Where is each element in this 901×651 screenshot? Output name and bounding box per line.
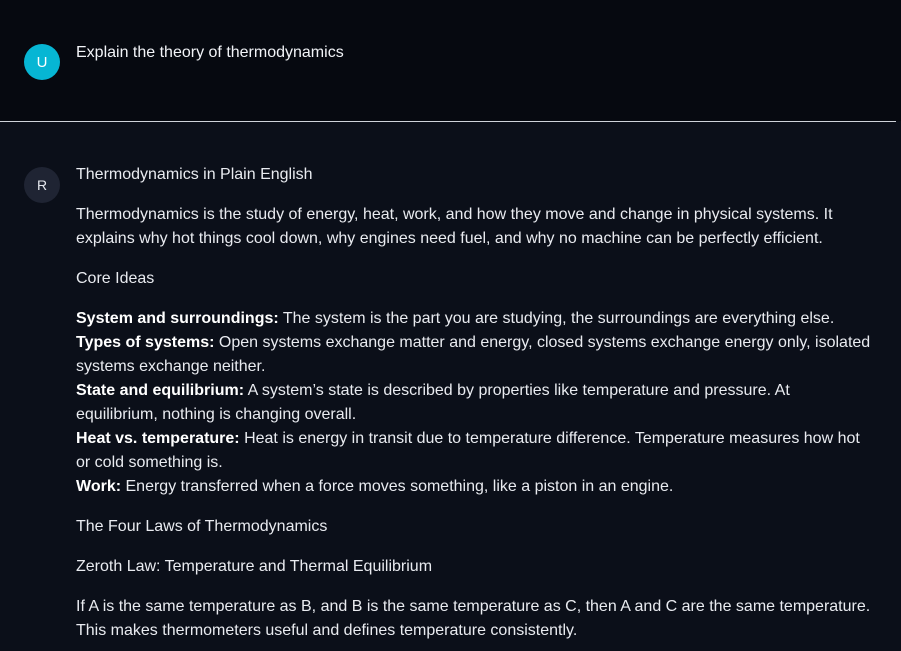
list-item-term: State and equilibrium:: [76, 382, 245, 399]
user-avatar-letter: U: [36, 53, 48, 71]
zeroth-law-heading: Zeroth Law: Temperature and Thermal Equilibrium: [76, 558, 433, 575]
assistant-avatar-letter: R: [36, 177, 48, 193]
core-ideas-list: [76, 307, 876, 499]
list-item: [76, 379, 876, 427]
list-item-term: Work:: [76, 478, 122, 495]
list-item-desc: Open systems exchange matter and energy, closed systems exchange energy only, isolated systems exchange neither.: [76, 334, 871, 375]
assistant-avatar: [24, 167, 60, 203]
zeroth-law-paragraph: If A is the same temperature as B, and B is the same temperature as C, then A and C are the same temperature. This makes thermometers useful and defines temperature consistently.: [76, 598, 871, 639]
user-message-block: [0, 0, 901, 121]
user-avatar: [24, 44, 60, 80]
list-item: [76, 427, 876, 475]
list-item-desc: A system’s state is described by properties like temperature and pressure. At equilibrium, nothing is changing overall.: [76, 382, 790, 423]
core-ideas-heading: Core Ideas: [76, 270, 155, 287]
list-item-desc: Heat is energy in transit due to temperature difference. Temperature measures how hot or cold something is.: [76, 430, 860, 471]
assistant-message-body: [76, 163, 876, 651]
list-item-term: Types of systems:: [76, 334, 215, 351]
list-item: [76, 307, 876, 331]
intro-paragraph: Thermodynamics is the study of energy, heat, work, and how they move and change in physical systems. It explains why hot things cool down, why engines need fuel, and why no machine can be perfectly efficient.: [76, 206, 833, 247]
list-item-term: System and surroundings:: [76, 310, 279, 327]
list-item: [76, 475, 876, 499]
user-message-text: Explain the theory of thermodynamics: [76, 44, 344, 61]
response-title: Thermodynamics in Plain English: [76, 166, 313, 183]
four-laws-heading: The Four Laws of Thermodynamics: [76, 518, 328, 535]
list-item-desc: Energy transferred when a force moves something, like a piston in an engine.: [121, 478, 674, 495]
list-item: [76, 331, 876, 379]
list-item-desc: The system is the part you are studying, the surroundings are everything else.: [278, 310, 835, 327]
list-item-term: Heat vs. temperature:: [76, 430, 240, 447]
message-divider: [0, 121, 896, 122]
